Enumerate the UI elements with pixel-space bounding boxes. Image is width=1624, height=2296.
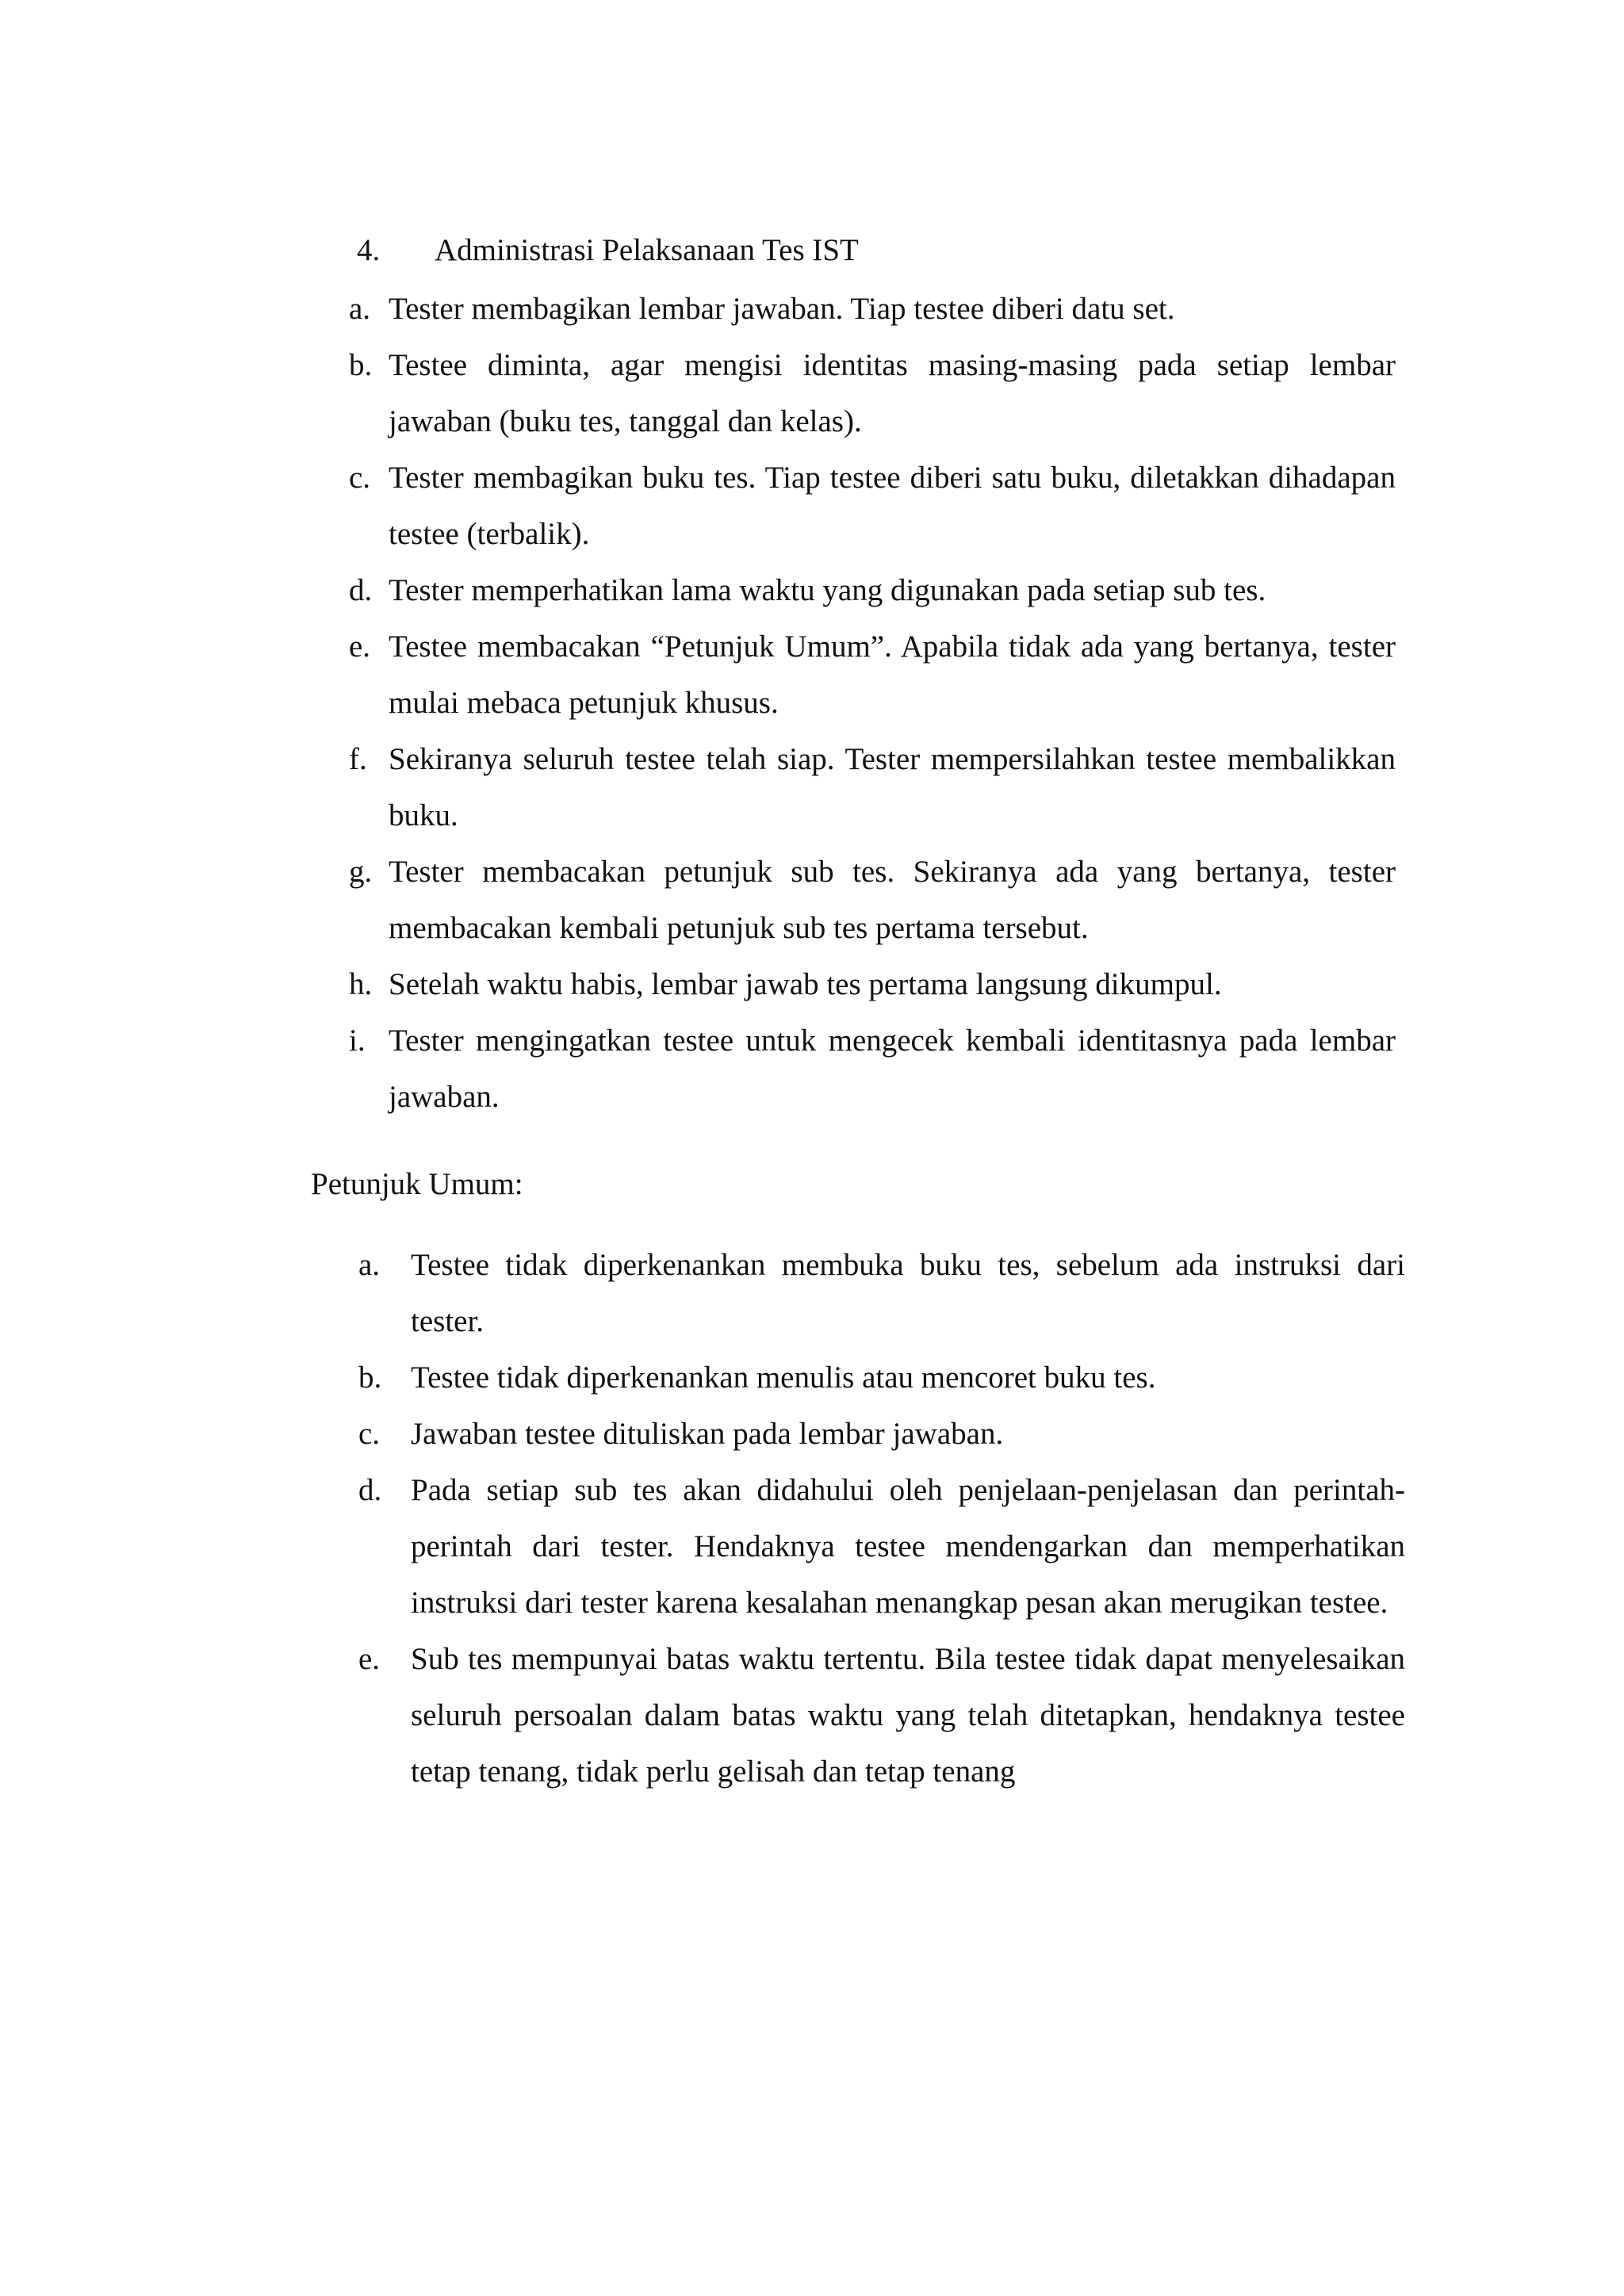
list-item-text: Testee diminta, agar mengisi identitas masing-masing pada setiap lembar jawaban (buku tes, tanggal dan kelas). — [389, 348, 1396, 438]
list-marker: a. — [358, 1248, 381, 1282]
list-item-text: Sub tes mempunyai batas waktu tertentu. Bila testee tidak dapat menyelesaikan seluruh persoalan dalam batas waktu yang telah ditetapkan, hendaknya testee tetap tenang, tidak perlu gelisah dan tetap tenang — [411, 1642, 1405, 1789]
section-heading — [357, 230, 859, 271]
procedure-item — [349, 450, 1396, 562]
list-marker: b. — [349, 348, 373, 382]
list-marker: e. — [358, 1642, 381, 1676]
list-item-text: Tester membagikan lembar jawaban. Tiap testee diberi datu set. — [389, 292, 1175, 326]
list-item-text: Testee membacakan “Petunjuk Umum”. Apabila tidak ada yang bertanya, tester mulai mebaca petunjuk khusus. — [389, 629, 1396, 720]
list-item-text: Testee tidak diperkenankan menulis atau mencoret buku tes. — [411, 1360, 1156, 1395]
instruction-item — [358, 1237, 1405, 1349]
procedure-item — [349, 1012, 1396, 1125]
list-marker: f. — [349, 742, 367, 776]
procedure-item — [349, 562, 1396, 618]
list-marker: d. — [358, 1473, 382, 1507]
list-marker: d. — [349, 573, 373, 607]
list-marker: g. — [349, 855, 373, 889]
general-instructions-list — [358, 1237, 1405, 1800]
instruction-item — [358, 1462, 1405, 1631]
list-item-text: Setelah waktu habis, lembar jawab tes pertama langsung dikumpul. — [389, 967, 1222, 1001]
section-number: 4. — [357, 233, 381, 267]
list-marker: a. — [349, 292, 371, 326]
list-item-text: Jawaban testee dituliskan pada lembar jawaban. — [411, 1417, 1004, 1451]
section-title: Administrasi Pelaksanaan Tes IST — [435, 233, 859, 267]
procedure-item — [349, 956, 1396, 1012]
procedure-item — [349, 844, 1396, 956]
list-marker: c. — [349, 461, 371, 495]
procedure-item — [349, 337, 1396, 450]
instruction-item — [358, 1406, 1405, 1462]
procedure-list — [349, 281, 1396, 1125]
list-item-text: Testee tidak diperkenankan membuka buku tes, sebelum ada instruksi dari tester. — [411, 1248, 1405, 1338]
list-item-text: Sekiranya seluruh testee telah siap. Tester mempersilahkan testee membalikkan buku. — [389, 742, 1396, 832]
list-marker: b. — [358, 1360, 382, 1395]
procedure-item — [349, 731, 1396, 844]
list-marker: e. — [349, 629, 371, 664]
instruction-item — [358, 1349, 1405, 1406]
list-item-text: Pada setiap sub tes akan didahului oleh penjelaan-penjelasan dan perintah-perintah dari tester. Hendaknya testee mendengarkan dan memperhatikan instruksi dari tester karena kesalahan menangkap pesan akan merugikan testee. — [411, 1473, 1405, 1620]
procedure-item — [349, 618, 1396, 731]
list-marker: c. — [358, 1417, 381, 1451]
list-marker: i. — [349, 1024, 366, 1058]
procedure-item — [349, 281, 1396, 337]
list-item-text: Tester memperhatikan lama waktu yang digunakan pada setiap sub tes. — [389, 573, 1266, 607]
general-instructions-label: Petunjuk Umum: — [311, 1167, 523, 1201]
list-item-text: Tester membagikan buku tes. Tiap testee diberi satu buku, diletakkan dihadapan testee (terbalik). — [389, 461, 1396, 551]
list-item-text: Tester membacakan petunjuk sub tes. Sekiranya ada yang bertanya, tester membacakan kembali petunjuk sub tes pertama tersebut. — [389, 855, 1396, 945]
instruction-item — [358, 1631, 1405, 1800]
list-marker: h. — [349, 967, 373, 1001]
list-item-text: Tester mengingatkan testee untuk mengecek kembali identitasnya pada lembar jawaban. — [389, 1024, 1396, 1114]
